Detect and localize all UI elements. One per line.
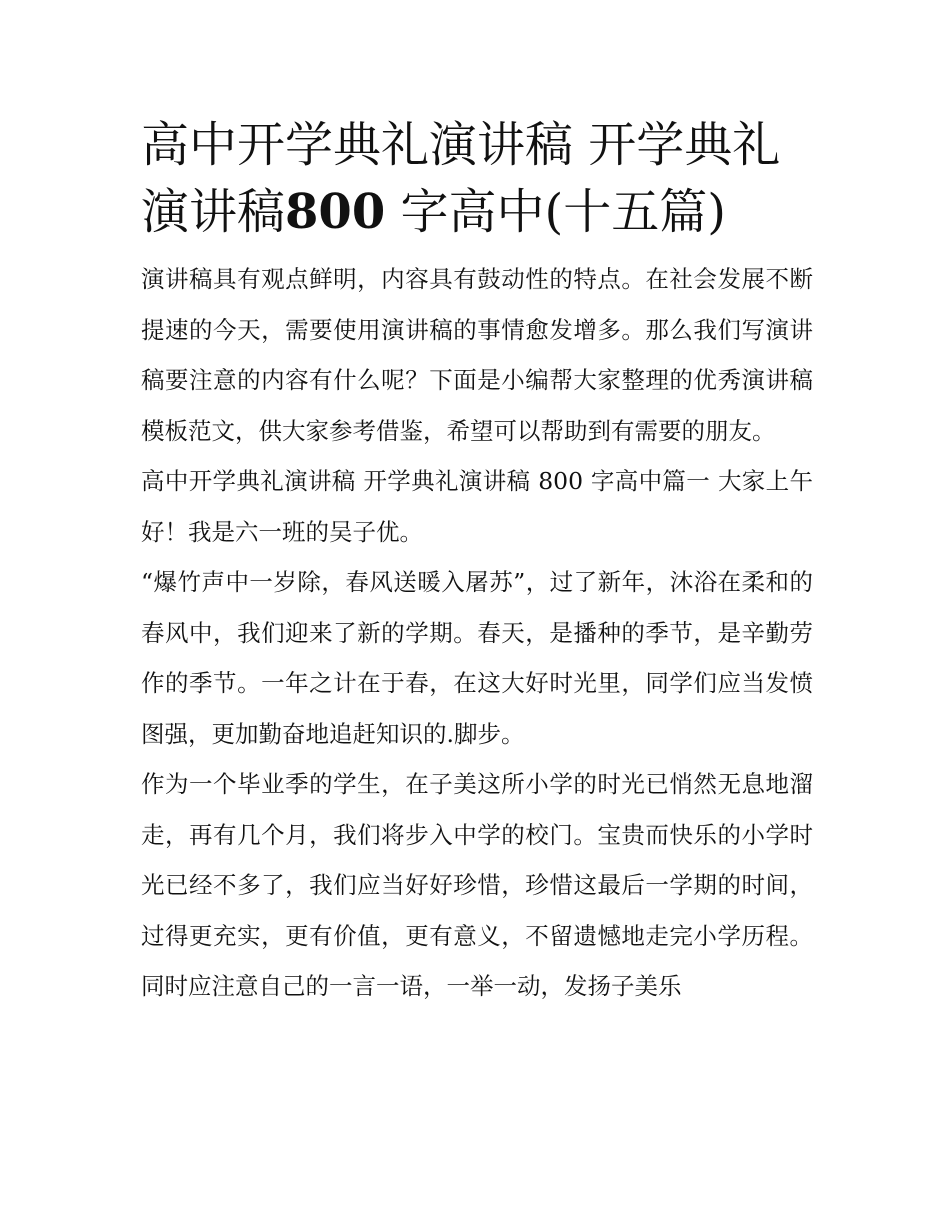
paragraph-intro: 演讲稿具有观点鲜明，内容具有鼓动性的特点。在社会发展不断提速的今天，需要使用演讲稿的事情愈发增多。那么我们写演讲稿要注意的内容有什么呢？下面是小编帮大家整理的优秀演讲稿模板范文，供大家参考借鉴，希望可以帮助到有需要的朋友。 [141, 265, 813, 445]
title-text-part2: 字高中(十五篇) [400, 184, 726, 240]
paragraph-greeting: 高中开学典礼演讲稿 开学典礼演讲稿 800 字高中篇一 大家上午好！我是六一班的吴子优。 [141, 467, 813, 546]
paragraph-spring: “爆竹声中一岁除，春风送暖入屠苏”，过了新年，沐浴在柔和的春风中，我们迎来了新的学期。春天，是播种的季节，是辛勤劳作的季节。一年之计在于春，在这大好时光里，同学们应当发愤图强，更加勤奋地追赶知识的.脚步。 [141, 568, 813, 748]
title-text-part1: 高中开学典礼演讲稿 开学典礼演讲稿 [141, 117, 781, 240]
document-body [141, 112, 813, 1012]
paragraph-graduation: 作为一个毕业季的学生，在子美这所小学的时光已悄然无息地溜走，再有几个月，我们将步入中学的校门。宝贵而快乐的小学时光已经不多了，我们应当好好珍惜，珍惜这最后一学期的时间，过得更充实，更有价值，更有意义，不留遗憾地走完小学历程。同时应注意自己的一言一语，一举一动，发扬子美乐 [141, 770, 813, 1000]
title-number: 800 [285, 184, 386, 240]
document-title [141, 112, 813, 246]
